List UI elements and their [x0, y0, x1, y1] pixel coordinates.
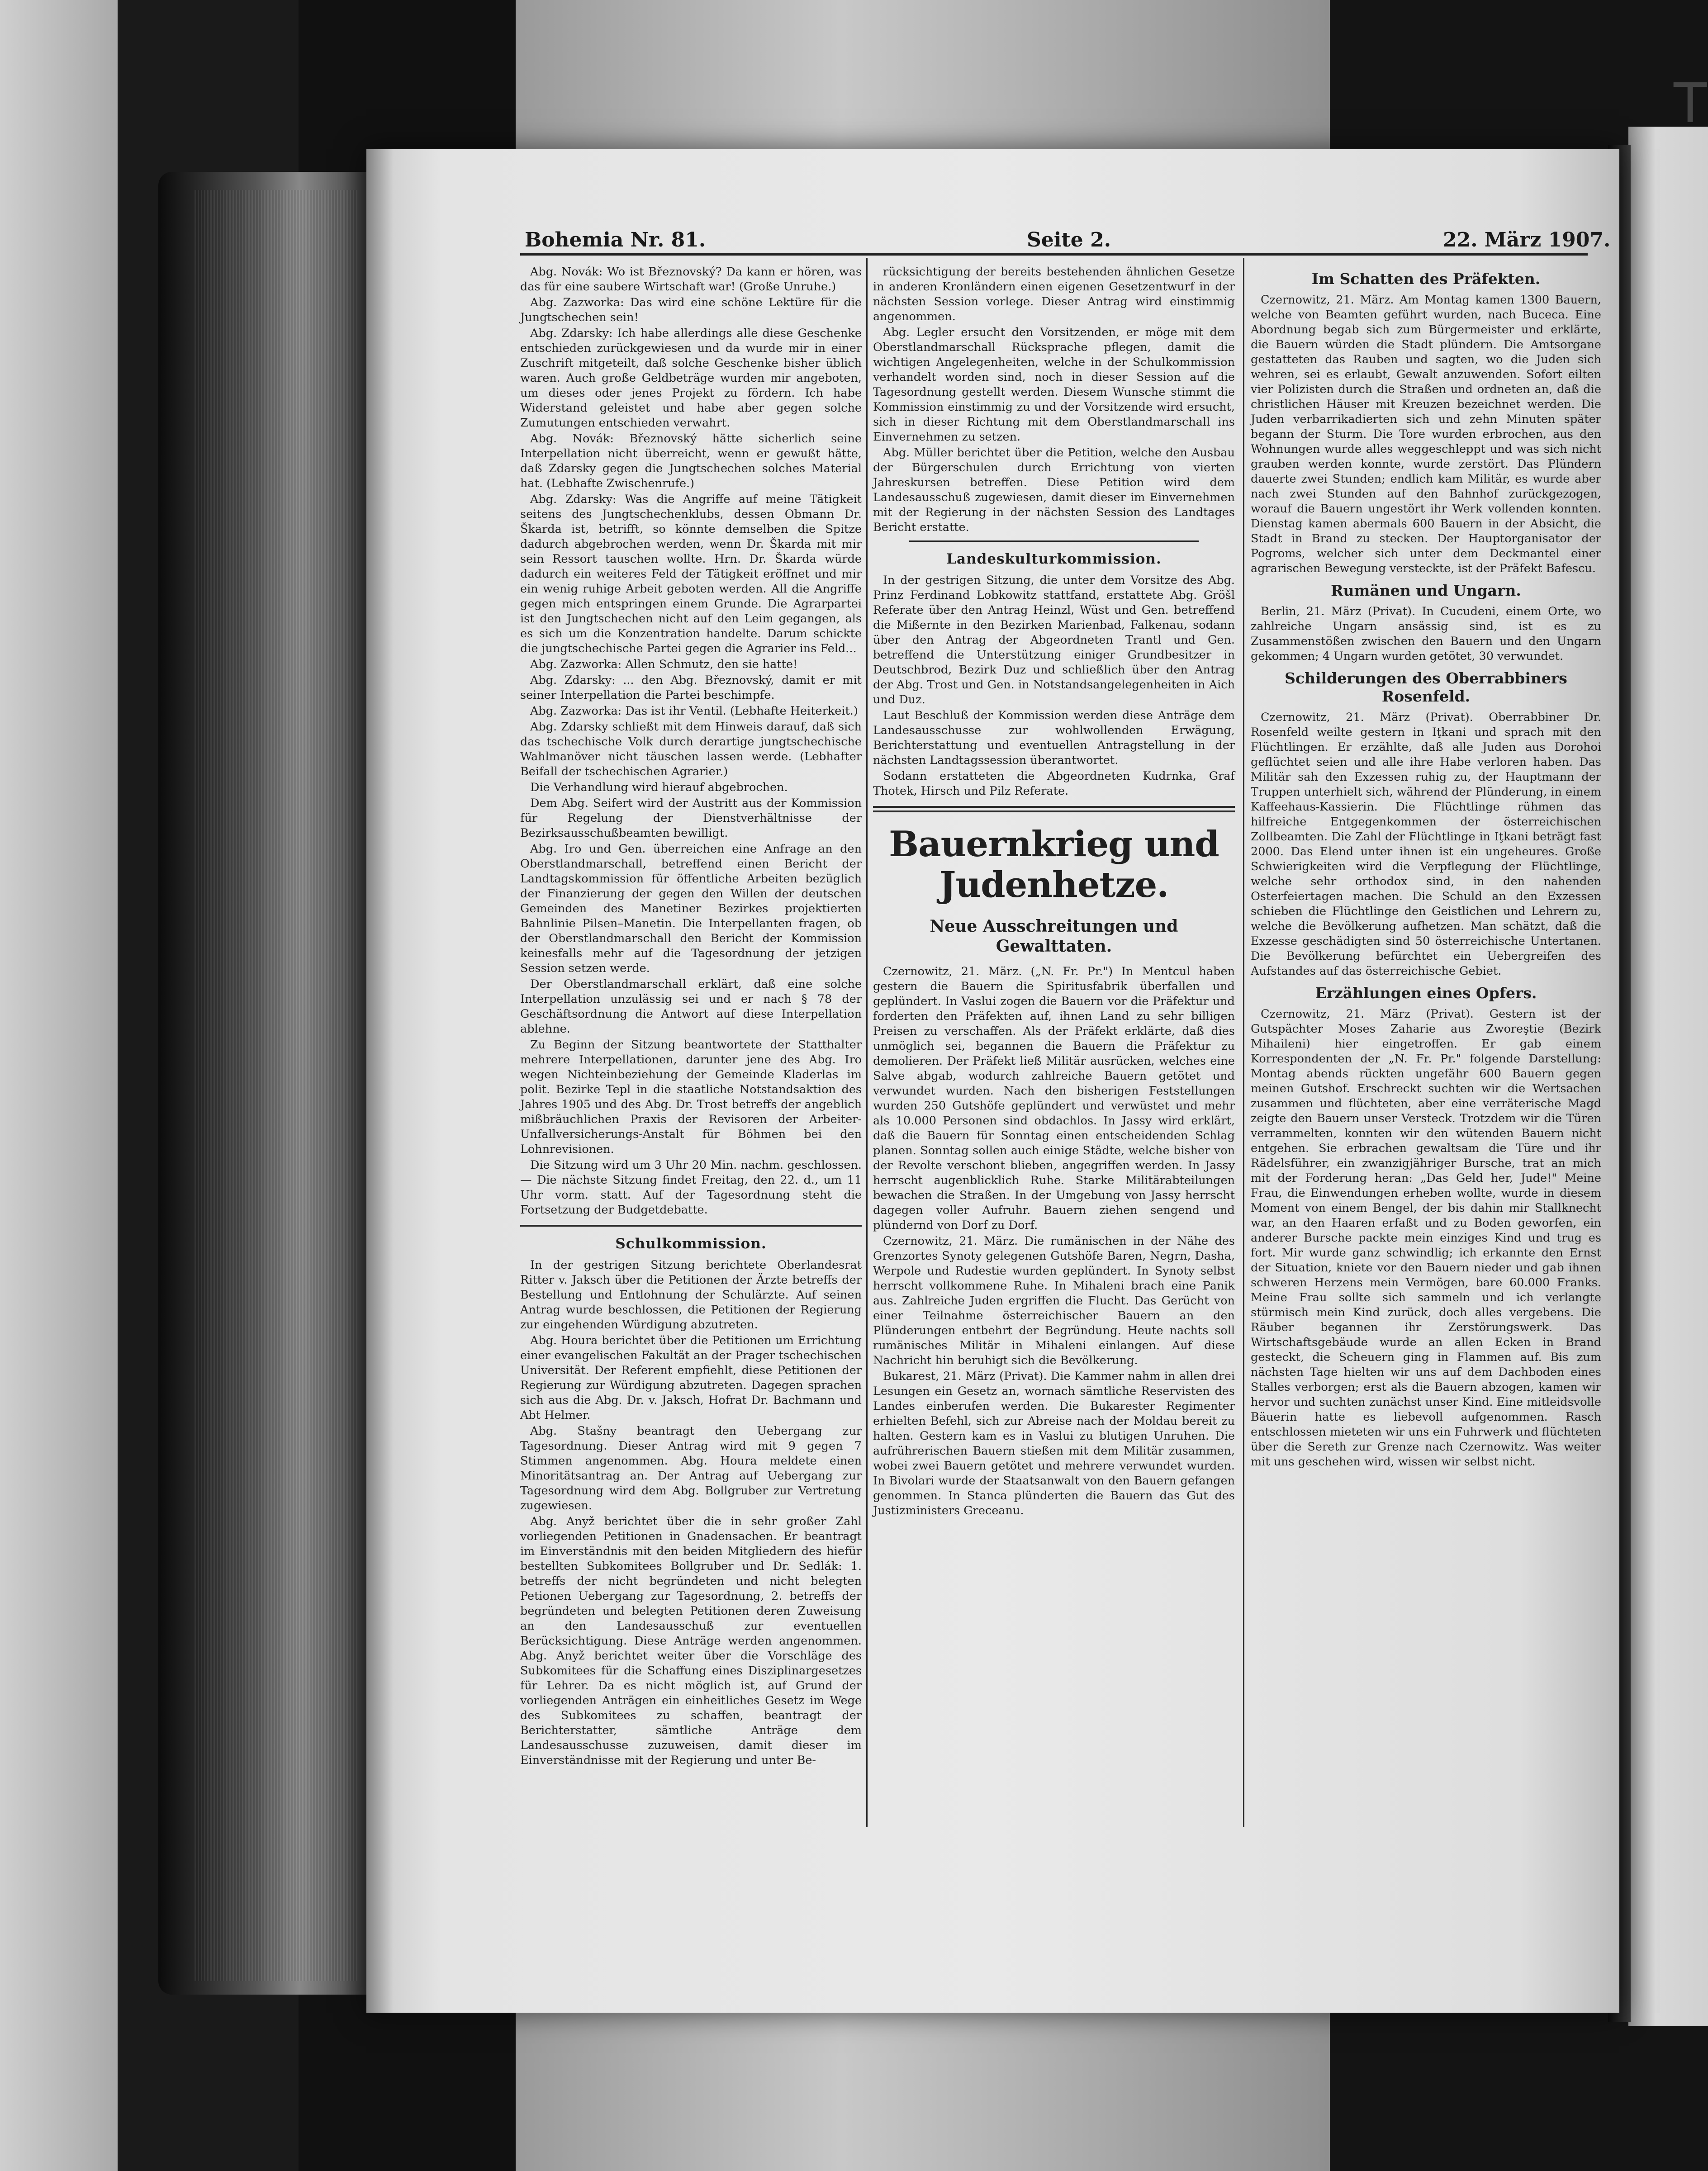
paragraph: Abg. Novák: Březnovský hätte sicherlich seine Interpellation nicht überreicht, wenn er gewußt hätte, daß Zdarsky gegen die Jungtschechen solches Material hat. (Lebhafte Zwischenrufe.)	[520, 432, 862, 490]
header-issue-number: Bohemia Nr. 81.	[525, 228, 706, 251]
column-divider	[866, 258, 868, 1827]
paragraph: Czernowitz, 21. März. Am Montag kamen 1300 Bauern, welche von Beamten geführt wurden, nach Buceca. Eine Abordnung begab sich zum Bürgermeister und erklärte, die Bauern würden die Stadt plündern. Die Amtsorgane gestatteten das Rauben und sagten, wo die Juden sich wehren, sei es erlaubt, Gewalt anzuwenden. Sofort eilten vier Polizisten durch die Straßen und ordneten an, daß die christlichen Häuser mit Kreuzen bezeichnet werden. Die Juden verbarrikadierten sich und zehn Minuten später begann der Sturm. Die Tore wurden erbrochen, aus den Wohnungen wurde alles weggeschleppt und was sich nicht grauben werden konnte, wurde zerstört. Das Plündern dauerte zwei Stunden; endlich kam Militär, es wurde aber nach zwei Stunden auf den Bahnhof zurückgezogen, worauf die Bauern ungestört ihr Werk vollenden konnten. Dienstag kamen abermals 600 Bauern in der Absicht, die Stadt in Brand zu stecken. Der Hauptorganisator der Pogroms, welcher sich unter dem Deckmantel einer agrarischen Bewegung versteckte, ist der Präfekt Bafescu.	[1251, 293, 1601, 575]
paragraph: In der gestrigen Sitzung, die unter dem Vorsitze des Abg. Prinz Ferdinand Lobkowitz stattfand, erstattete Abg. Gröšl Referate über den Antrag Heinzl, Wüst und Gen. betreffend die Mißernte in den Bezirken Marienbad, Falkenau, sodann über den Antrag der Abgeordneten Trantl und Gen. betreffend die Unterstützung einiger Grundbesitzer in Deutschbrod, Bezirk Duz und schließlich über den Antrag der Abg. Trost und Gen. in Notstandsangelegenheiten in Aich und Duz.	[873, 574, 1235, 706]
paragraph: Abg. Zdarsky schließt mit dem Hinweis darauf, daß sich das tschechische Volk durch derartige jungtschechische Wahlmanöver nicht täuschen lassen werde. (Lebhafter Beifall der tschechischen Agrarier.)	[520, 720, 862, 778]
paragraph: Czernowitz, 21. März. („N. Fr. Pr.") In Mentcul haben gestern die Bauern die Spiritusfabrik überfallen und geplündert. In Vaslui zogen die Bauern vor die Präfektur und forderten den Präfekten auf, ihnen Land zu sehr billigen Preisen zu verschaffen. Als der Präfekt erklärte, daß dies unmöglich sei, begannen die Bauern die Präfektur zu demolieren. Der Präfekt ließ Militär ausrücken, welches eine Salve abgab, wodurch zahlreiche Bauern getötet und verwundet wurden. Nach den bisherigen Feststellungen wurden 250 Gutshöfe geplündert und verwüstet und mehr als 10.000 Personen sind obdachlos. In Jassy wird erklärt, daß die Bauern für Sonntag einen entscheidenden Schlag planen. Sonntag sollen auch einige Städte, welche bisher von der Revolte verschont blieben, angegriffen werden. In Jassy herrscht augenblicklich Ruhe. Starke Militärabteilungen bewachen die Straßen. In der Umgebung von Jassy herrscht dagegen voller Aufruhr. Bauern ziehen sengend und plündernd von Dorf zu Dorf.	[873, 965, 1235, 1232]
column-2	[873, 265, 1235, 1519]
paragraph: Zu Beginn der Sitzung beantwortete der Statthalter mehrere Interpellationen, darunter jene des Abg. Iro wegen Nichteinbeziehung der Gemeinde Kladerlas im polit. Bezirke Tepl in die staatliche Notstandsaktion des Jahres 1905 und des Abg. Dr. Trost betreffs der angeblich mißbräuchlichen Praxis der Revisoren der Arbeiter-Unfallversicherungs-Anstalt für Böhmen bei den Lohnrevisionen.	[520, 1038, 862, 1156]
column-1	[520, 265, 862, 1769]
paragraph: Berlin, 21. März (Privat). In Cucudeni, einem Orte, wo zahlreiche Ungarn ansässig sind, ist es zu Zusammenstößen zwischen den Bauern und den Ungarn gekommen; 4 Ungarn wurden getötet, 30 verwundet.	[1251, 605, 1601, 663]
corner-tag: T	[1674, 72, 1707, 135]
article-heading: Schilderungen des Oberrabbiners Rosenfeld.	[1285, 669, 1567, 705]
paragraph: Abg. Zdarsky: ... den Abg. Březnovský, damit er mit seiner Interpellation die Partei beschimpfe.	[520, 673, 862, 702]
section-heading-schulkommission: Schulkommission.	[615, 1236, 767, 1252]
sub-headline: Neue Ausschreitungen und Gewalttaten.	[930, 917, 1178, 956]
paragraph: Abg. Zdarsky: Ich habe allerdings alle diese Geschenke entschieden zurückgewiesen und da wurde mir in einer Zuschrift mitgeteilt, daß solche Geschenke bisher üblich waren. Auch große Geldbeträge wurden mir angeboten, um dieses oder jenes Projekt zu fördern. Ich habe Widerstand geleistet und habe aber gegen solche Zumutungen entschieden verwahrt.	[520, 327, 862, 430]
section-rule	[520, 1225, 862, 1227]
paragraph: Dem Abg. Seifert wird der Austritt aus der Kommission für Regelung der Dienstverhältnisse der Bezirksausschußbeamten bewilligt.	[520, 796, 862, 840]
paragraph: Laut Beschluß der Kommission werden diese Anträge dem Landesausschusse zur wohlwollenden Erwägung, Berichterstattung und eventuellen Antragstellung in der nächsten Landtagssession überantwortet.	[873, 709, 1235, 767]
paragraph: Czernowitz, 21. März (Privat). Oberrabbiner Dr. Rosenfeld weilte gestern in Iţkani und sprach mit den Flüchtlingen. Er erzählte, daß alle Juden aus Dorohoi geflüchtet seien und alle ihre Habe verloren haben. Das Militär sah den Exzessen ruhig zu, der Hauptmann der Truppen unterhielt sich, während der Plünderung, in einem Kaffeehaus-Kassierin. Die Flüchtlinge rühmen das hilfreiche Entgegenkommen der österreichischen Zollbeamten. Die Zahl der Flüchtlinge in Iţkani beträgt fast 2000. Das Elend unter ihnen ist ein ungeheures. Große Schwierigkeiten wird die Verpflegung der Flüchtlinge, welche sehr orthodox sind, in den nahenden Osterfeiertagen machen. Die Schuld an den Exzessen schieben die Flüchtlinge den Geistlichen und Lehrern zu, welche die Bevölkerung aufhetzen. Man schätzt, daß die Exzesse geschädigten sind 50 österreichische Untertanen. Die Bevölkerung befürchtet ein Uebergreifen des Aufstandes auf das österreichische Gebiet.	[1251, 711, 1601, 978]
paragraph: Die Verhandlung wird hierauf abgebrochen.	[530, 781, 788, 794]
paragraph: Czernowitz, 21. März. Die rumänischen in der Nähe des Grenzortes Synoty gelegenen Gutshöfe Baren, Negrn, Dasha, Werpole und Rudestie wurden geplündert. In Synoty selbst herrscht vollkommene Ruhe. In Mihaleni brach eine Panik aus. Zahlreiche Juden ergriffen die Flucht. Das Gerücht von einer Teilnahme österreichischer Bauern an den Plünderungen entbehrt der Begründung. Heute nachts soll rumänisches Militär in Mihaleni einlangen. Auf diese Nachricht hin beruhigt sich die Bevölkerung.	[873, 1234, 1235, 1367]
paragraph: Abg. Müller berichtet über die Petition, welche den Ausbau der Bürgerschulen durch Errichtung von vierten Jahreskursen betreffen. Diese Petition wird dem Landesausschuß zugewiesen, damit dieser im Einvernehmen mit der Regierung in der nächsten Session des Landtages Bericht erstatte.	[873, 446, 1235, 534]
section-rule	[873, 806, 1235, 808]
book-page-edges	[195, 190, 357, 1981]
article-heading: Rumänen und Ungarn.	[1331, 582, 1521, 599]
column-divider	[1243, 258, 1244, 1827]
header-date: 22. März 1907.	[1443, 228, 1611, 251]
column-3	[1251, 265, 1601, 1470]
facing-page	[1628, 127, 1708, 2026]
paragraph: Abg. Zazworka: Das ist ihr Ventil. (Lebhafte Heiterkeit.)	[530, 704, 858, 718]
article-heading: Erzählungen eines Opfers.	[1315, 984, 1537, 1002]
article-heading: Im Schatten des Präfekten.	[1311, 270, 1541, 288]
paragraph: Abg. Anyž berichtet über die in sehr großer Zahl vorliegenden Petitionen in Gnadensachen. Er beantragt im Einverständnis mit den beiden Mitgliedern des hiefür bestellten Subkomitees Bollgruber und Dr. Sedlák: 1. betreffs der nicht begründeten und nicht belegten Petionen Uebergang zur Tagesordnung, 2. betreffs der begründeten und belegten Petitionen deren Zuweisung an den Landesausschuß zur eventuellen Berücksichtigung. Diese Anträge werden angenommen. Abg. Anyž berichtet weiter über die Vorschläge des Subkomitees für die Schaffung eines Disziplinargesetzes für Lehrer. Da es nicht möglich ist, auf Grund der vorliegenden Anträgen ein einheitliches Gesetz im Wege des Subkomitees zu schaffen, beantragt der Berichterstatter, sämtliche Anträge dem Landesausschusse zuzuweisen, damit dieser im Einverständnisse mit der Regierung und unter Be-	[520, 1515, 862, 1767]
paragraph: Der Oberstlandmarschall erklärt, daß eine solche Interpellation unzulässig sei und er nach § 78 der Geschäftsordnung die Antwort auf diese Interpellation ablehne.	[520, 977, 862, 1036]
header-rule	[520, 253, 1588, 256]
paragraph: Sodann erstatteten die Abgeordneten Kudrnka, Graf Thotek, Hirsch und Pilz Referate.	[873, 769, 1235, 798]
section-heading-landeskulturkommission: Landeskulturkommission.	[946, 551, 1162, 567]
section-rule	[909, 540, 1199, 542]
microfilm-background-left	[0, 0, 118, 2171]
main-headline: Bauernkrieg und Judenhetze.	[889, 824, 1219, 905]
paragraph: In der gestrigen Sitzung berichtete Oberlandesrat Ritter v. Jaksch über die Petitionen der Ärzte betreffs der Bestellung und Entlohnung der Schulärzte. Auf seinen Antrag wurde beschlossen, die Petitionen der Regierung zur eingehenden Würdigung abzutreten.	[520, 1258, 862, 1332]
paragraph: Bukarest, 21. März (Privat). Die Kammer nahm in allen drei Lesungen ein Gesetz an, wornach sämtliche Reservisten des Landes einberufen werden. Die Bukarester Regimenter erhielten Befehl, sich zur Abreise nach der Moldau bereit zu halten. Gestern kam es in Vaslui zu blutigen Unruhen. Die aufrührerischen Bauern stießen mit dem Militär zusammen, wobei zwei Bauern getötet und mehrere verwundet wurden. In Bivolari wurde der Staatsanwalt von den Bauern gefangen genommen. In Stanca plünderten die Bauern das Gut des Justizministers Greceanu.	[873, 1370, 1235, 1517]
paragraph: Abg. Zazworka: Das wird eine schöne Lektüre für die Jungtschechen sein!	[520, 296, 862, 324]
paragraph: Abg. Zazworka: Allen Schmutz, den sie hatte!	[530, 658, 798, 671]
paragraph: Czernowitz, 21. März (Privat). Gestern ist der Gutspächter Moses Zaharie aus Zworeştie (Bezirk Mihaileni) hier eingetroffen. Er gab einem Korrespondenten der „N. Fr. Pr." folgende Darstellung: Montag abends rückten ungefähr 600 Bauern gegen meinen Gutshof. Erschreckt suchten wir die Wertsachen zusammen und flüchteten, aber eine verräterische Magd zeigte den Bauern unser Versteck. Trotzdem wir die Türen verrammelten, konnten wir den wütenden Bauern nicht entgehen. Sie erbrachen gewaltsam die Türe und ihr Rädelsführer, ein zwanzigjähriger Bursche, trat an mich mit der Forderung heran: „Das Geld her, Jude!" Meine Frau, die Einwendungen erheben wollte, wurde in diesem Moment von einem Bengel, der bis dahin mir Stallknecht war, an den Haaren erfaßt und zu Boden geworfen, ein anderer Bursche packte mein einziges Kind und trug es fort. Mir wurde ganz schwindlig; ich erkannte den Ernst der Situation, kniete vor den Bauern nieder und gab ihnen schweren Herzens mein Vermögen, bare 60.000 Franks. Meine Frau sollte sich sammeln und ich verlangte stürmisch mein Kind zurück, doch alles vergebens. Die Räuber begannen ihr Zerstörungswerk. Das Wirtschaftsgebäude wurde an allen Ecken in Brand gesteckt, die Scheuern ging in Flammen auf. Bis zum nächsten Tage hielten wir uns auf dem Dachboden eines Stalles verborgen; erst als die Bauern abzogen, kamen wir hervor und suchten zunächst unser Kind. Eine mitleidsvolle Bäuerin hatte es liebevoll aufgenommen. Rasch entschlossen mieteten wir uns ein Fuhrwerk und flüchteten über die Sereth zur Grenze nach Czernowitz. Was weiter mit uns geschehen wird, wissen wir selbst nicht.	[1251, 1007, 1601, 1469]
paragraph: Abg. Iro und Gen. überreichen eine Anfrage an den Oberstlandmarschall, betreffend einen Bericht der Landtagskommission für öffentliche Arbeiten bezüglich der Finanzierung der gegen den Willen der deutschen Gemeinden des Manetiner Bezirkes projektierten Bahnlinie Pilsen–Manetin. Die Interpellanten fragen, ob der Oberstlandmarschall den Bericht der Kommission keinesfalls mehr auf die Tagesordnung der jetzigen Session setzen werde.	[520, 842, 862, 975]
paragraph: Abg. Houra berichtet über die Petitionen um Errichtung einer evangelischen Fakultät an der Prager tschechischen Universität. Der Referent empfiehlt, diese Petitionen der Regierung zur Würdigung abzutreten. Dagegen sprachen sich aus die Abg. Dr. v. Jaksch, Hofrat Dr. Bachmann und Abt Helmer.	[520, 1334, 862, 1422]
paragraph: Abg. Legler ersucht den Vorsitzenden, er möge mit dem Oberstlandmarschall Rücksprache pflegen, damit die wichtigen Angelegenheiten, welche in der Schulkommission verhandelt worden sind, noch in dieser Session auf die Tagesordnung gestellt werden. Diesem Wunsche stimmt die Kommission einstimmig zu und der Vorsitzende wird ersucht, sich in dieser Richtung mit dem Oberstlandmarschall ins Einvernehmen zu setzen.	[873, 326, 1235, 444]
paragraph: Abg. Stašny beantragt den Uebergang zur Tagesordnung. Dieser Antrag wird mit 9 gegen 7 Stimmen angenommen. Abg. Houra meldete einen Minoritätsantrag an. Der Antrag auf Uebergang zur Tagesordnung wird dem Abg. Bollgruber zur Vertretung zugewiesen.	[520, 1424, 862, 1512]
header-page-number: Seite 2.	[1027, 228, 1111, 251]
paragraph: Die Sitzung wird um 3 Uhr 20 Min. nachm. geschlossen. — Die nächste Sitzung findet Freitag, den 22. d., um 11 Uhr vorm. statt. Auf der Tagesordnung steht die Fortsetzung der Budgetdebatte.	[520, 1158, 862, 1217]
gutter-shadow	[366, 149, 394, 2013]
paragraph: Abg. Novák: Wo ist Březnovský? Da kann er hören, was das für eine saubere Wirtschaft war! (Große Unruhe.)	[520, 265, 862, 294]
section-rule	[873, 811, 1235, 812]
paragraph: rücksichtigung der bereits bestehenden ähnlichen Gesetze in anderen Kronländern einen eigenen Gesetzentwurf in der nächsten Session vorlege. Dieser Antrag wird einstimmig angenommen.	[873, 265, 1235, 323]
paragraph: Abg. Zdarsky: Was die Angriffe auf meine Tätigkeit seitens des Jungtschechenklubs, dessen Obmann Dr. Škarda ist, betrifft, so könnte demselben die Spitze dadurch abgebrochen werden, wenn Dr. Škarda mit mir sein Ressort tauschen wollte. Hrn. Dr. Škarda würde dadurch ein weiteres Feld der Tätigkeit eröffnet und mir ein wenig ruhige Arbeit geboten werden. All die Angriffe gegen mich entspringen einem Grunde. Die Agrarpartei ist den Jungtschechen nicht auf den Leim gegangen, als es sich um die Konzentration handelte. Darum schickte die jungtschechische Partei gegen die Agrarier ins Feld...	[520, 493, 862, 655]
